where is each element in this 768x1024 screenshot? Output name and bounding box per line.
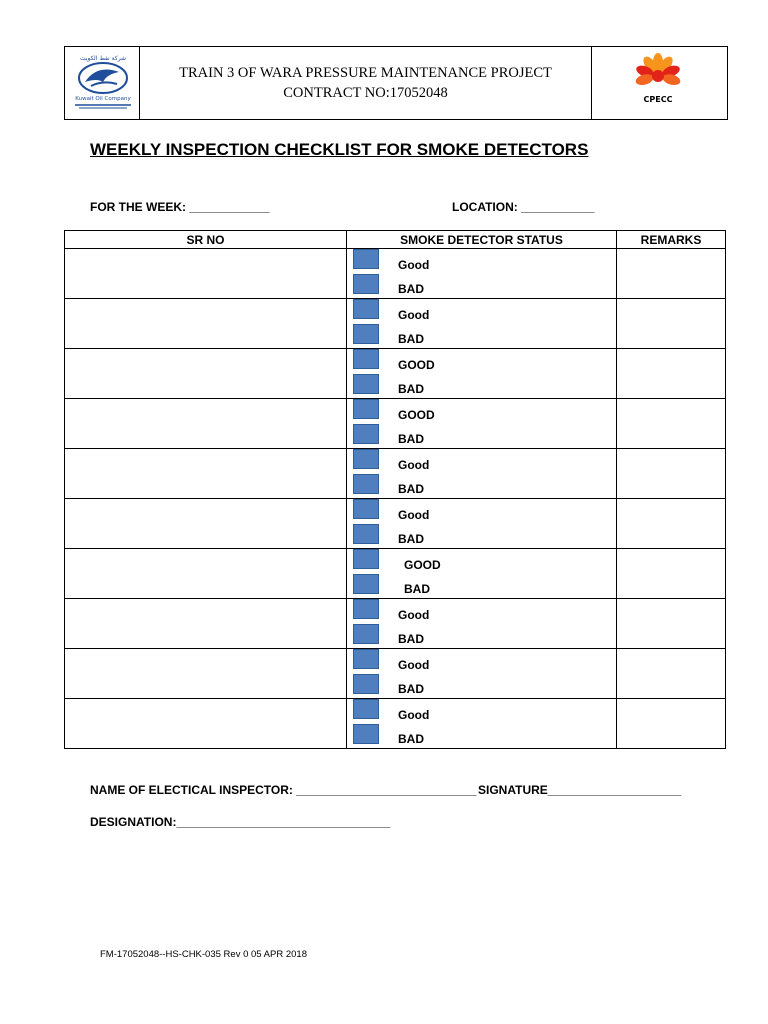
status-cell bbox=[347, 399, 617, 449]
header-sr-no: SR NO bbox=[65, 231, 347, 249]
header-remarks: REMARKS bbox=[617, 231, 726, 249]
good-label: Good bbox=[398, 658, 430, 672]
good-checkbox[interactable] bbox=[353, 249, 379, 269]
good-checkbox[interactable] bbox=[353, 599, 379, 619]
sr-no-cell[interactable] bbox=[65, 449, 347, 499]
bad-label: BAD bbox=[398, 332, 424, 346]
good-label: GOOD bbox=[404, 558, 441, 572]
sr-no-cell[interactable] bbox=[65, 349, 347, 399]
good-checkbox[interactable] bbox=[353, 299, 379, 319]
table-row bbox=[65, 249, 726, 299]
good-checkbox[interactable] bbox=[353, 349, 379, 369]
project-header-text bbox=[140, 47, 591, 119]
bad-label: BAD bbox=[398, 282, 424, 296]
table-row bbox=[65, 499, 726, 549]
inspector-name-field[interactable]: NAME OF ELECTICAL INSPECTOR: ___________________________ bbox=[90, 783, 477, 797]
table-row bbox=[65, 649, 726, 699]
week-field[interactable]: FOR THE WEEK: ____________ bbox=[90, 200, 270, 214]
remarks-cell[interactable] bbox=[617, 349, 726, 399]
svg-text:Kuwait Oil Company: Kuwait Oil Company bbox=[75, 96, 131, 102]
status-cell bbox=[347, 549, 617, 599]
sr-no-cell[interactable] bbox=[65, 499, 347, 549]
remarks-cell[interactable] bbox=[617, 399, 726, 449]
bad-checkbox[interactable] bbox=[353, 524, 379, 544]
inspection-table bbox=[64, 230, 726, 749]
good-checkbox[interactable] bbox=[353, 699, 379, 719]
good-label: Good bbox=[398, 508, 430, 522]
cpecc-label: CPECC bbox=[643, 95, 673, 104]
bad-label: BAD bbox=[398, 432, 424, 446]
contract-number: CONTRACT NO:17052048 bbox=[283, 85, 448, 101]
bad-checkbox[interactable] bbox=[353, 724, 379, 744]
bad-checkbox[interactable] bbox=[353, 574, 379, 594]
bad-checkbox[interactable] bbox=[353, 324, 379, 344]
table-row bbox=[65, 349, 726, 399]
bad-label: BAD bbox=[398, 682, 424, 696]
bad-checkbox[interactable] bbox=[353, 474, 379, 494]
good-label: GOOD bbox=[398, 358, 435, 372]
checklist-title: WEEKLY INSPECTION CHECKLIST FOR SMOKE DETECTORS bbox=[90, 140, 589, 159]
good-label: Good bbox=[398, 308, 430, 322]
bad-checkbox[interactable] bbox=[353, 674, 379, 694]
good-label: Good bbox=[398, 708, 430, 722]
status-cell bbox=[347, 349, 617, 399]
table-row bbox=[65, 549, 726, 599]
good-label: Good bbox=[398, 458, 430, 472]
remarks-cell[interactable] bbox=[617, 649, 726, 699]
good-label: Good bbox=[398, 258, 430, 272]
kuwait-oil-company-logo bbox=[67, 52, 139, 112]
bad-checkbox[interactable] bbox=[353, 624, 379, 644]
bad-label: BAD bbox=[398, 732, 424, 746]
good-checkbox[interactable] bbox=[353, 649, 379, 669]
status-cell bbox=[347, 299, 617, 349]
remarks-cell[interactable] bbox=[617, 599, 726, 649]
right-logo-cell bbox=[591, 47, 727, 119]
good-checkbox[interactable] bbox=[353, 549, 379, 569]
remarks-cell[interactable] bbox=[617, 699, 726, 749]
table-row bbox=[65, 399, 726, 449]
sr-no-cell[interactable] bbox=[65, 649, 347, 699]
bad-label: BAD bbox=[404, 582, 430, 596]
bad-label: BAD bbox=[398, 382, 424, 396]
sr-no-cell[interactable] bbox=[65, 299, 347, 349]
header-status: SMOKE DETECTOR STATUS bbox=[347, 231, 617, 249]
location-field[interactable]: LOCATION: ___________ bbox=[452, 200, 595, 214]
good-checkbox[interactable] bbox=[353, 449, 379, 469]
status-cell bbox=[347, 499, 617, 549]
table-row bbox=[65, 449, 726, 499]
bad-checkbox[interactable] bbox=[353, 374, 379, 394]
sr-no-cell[interactable] bbox=[65, 699, 347, 749]
left-logo-cell bbox=[65, 47, 140, 119]
status-cell bbox=[347, 449, 617, 499]
status-cell bbox=[347, 249, 617, 299]
table-header-row bbox=[65, 231, 726, 249]
bad-label: BAD bbox=[398, 532, 424, 546]
bad-label: BAD bbox=[398, 632, 424, 646]
remarks-cell[interactable] bbox=[617, 499, 726, 549]
svg-text:شركة نفط الكويت: شركة نفط الكويت bbox=[79, 55, 127, 62]
status-cell bbox=[347, 699, 617, 749]
good-label: GOOD bbox=[398, 408, 435, 422]
table-row bbox=[65, 599, 726, 649]
sr-no-cell[interactable] bbox=[65, 399, 347, 449]
form-reference: FM-17052048--HS-CHK-035 Rev 0 05 APR 2018 bbox=[100, 949, 307, 960]
remarks-cell[interactable] bbox=[617, 299, 726, 349]
bad-checkbox[interactable] bbox=[353, 274, 379, 294]
good-label: Good bbox=[398, 608, 430, 622]
bad-checkbox[interactable] bbox=[353, 424, 379, 444]
good-checkbox[interactable] bbox=[353, 499, 379, 519]
project-title: TRAIN 3 OF WARA PRESSURE MAINTENANCE PROJECT bbox=[179, 65, 552, 81]
signature-field[interactable]: SIGNATURE____________________ bbox=[478, 783, 682, 797]
sr-no-cell[interactable] bbox=[65, 549, 347, 599]
remarks-cell[interactable] bbox=[617, 449, 726, 499]
status-cell bbox=[347, 649, 617, 699]
sr-no-cell[interactable] bbox=[65, 599, 347, 649]
remarks-cell[interactable] bbox=[617, 249, 726, 299]
sr-no-cell[interactable] bbox=[65, 249, 347, 299]
table-row bbox=[65, 299, 726, 349]
remarks-cell[interactable] bbox=[617, 549, 726, 599]
bad-label: BAD bbox=[398, 482, 424, 496]
status-cell bbox=[347, 599, 617, 649]
designation-field[interactable]: DESIGNATION:________________________________ bbox=[90, 815, 391, 829]
document-header bbox=[64, 46, 728, 120]
good-checkbox[interactable] bbox=[353, 399, 379, 419]
cpecc-logo bbox=[628, 50, 688, 110]
table-row bbox=[65, 699, 726, 749]
